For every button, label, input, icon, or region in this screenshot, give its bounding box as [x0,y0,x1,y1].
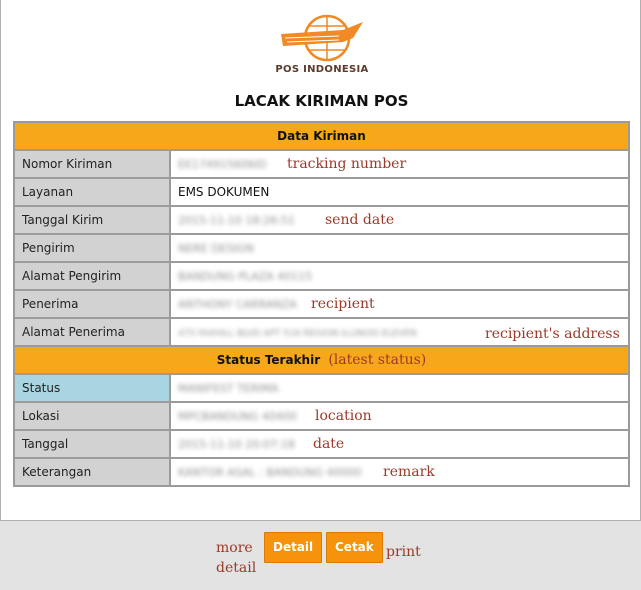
value-cell [170,150,629,178]
cetak-button[interactable]: Cetak [326,532,383,563]
value-cell [170,290,629,318]
label-penerima: Penerima [14,290,170,318]
annotation-more-detail: more detail [216,540,257,576]
logo-text: POS INDONESIA [275,64,369,75]
value-nomor-kiriman: EE174915606ID [178,158,267,171]
label-status: Status [14,374,170,402]
value-lokasi: MPCBANDUNG 40400 [178,410,297,423]
annotation-send-date: send date [325,212,395,228]
row-alamat-penerima [14,318,629,346]
label-pengirim: Pengirim [14,234,170,262]
annotation-recipient: recipient [311,296,375,312]
label-tanggal-kirim: Tanggal Kirim [14,206,170,234]
value-alamat-penerima: 475 FAXHILL BLVD APT 518 REGION ILLINOIS ELEVEN [178,329,417,339]
value-cell [170,262,629,290]
label-keterangan: Keterangan [14,458,170,486]
value-cell [170,234,629,262]
label-tanggal: Tanggal [14,430,170,458]
row-penerima [14,290,629,318]
annotation-date: date [313,436,345,452]
value-layanan: EMS DOKUMEN [170,178,629,206]
value-pengirim: NERE DESIGN [178,242,254,255]
row-alamat-pengirim [14,262,629,290]
row-nomor-kiriman [14,150,629,178]
row-status [14,374,629,402]
annotation-location: location [315,408,372,424]
value-penerima: ANTHONY CARRANZA [178,298,297,311]
tracking-table [13,121,630,487]
value-tanggal-kirim: 2015-11-10 18:26:51 [178,214,295,227]
annotation-remark: remark [383,464,435,480]
value-tanggal: 2015-11-10 20:07:18 [178,438,295,451]
label-lokasi: Lokasi [14,402,170,430]
detail-button[interactable]: Detail [264,532,322,563]
label-alamat-penerima: Alamat Penerima [14,318,170,346]
annotation-print: print [386,544,421,560]
annotation-recipients-address: recipient's address [485,326,620,342]
row-tanggal-kirim [14,206,629,234]
value-alamat-pengirim: BANDUNG PLAZA 40115 [178,270,313,283]
label-layanan: Layanan [14,178,170,206]
value-keterangan: KANTOR ASAL : BANDUNG 40000 [178,466,362,479]
section-header-data-kiriman: Data Kiriman [14,122,629,150]
value-cell [170,206,629,234]
value-cell [170,318,629,346]
row-lokasi [14,402,629,430]
value-cell [170,430,629,458]
value-status: MANIFEST TERIMA [178,382,279,395]
section-header-status-terakhir [14,346,629,374]
page-title: LACAK KIRIMAN POS [234,92,409,110]
annotation-latest-status: (latest status) [328,352,427,368]
row-keterangan [14,458,629,486]
value-cell [170,458,629,486]
annotation-tracking-number: tracking number [287,156,407,172]
row-layanan [14,178,629,206]
label-alamat-pengirim: Alamat Pengirim [14,262,170,290]
row-tanggal [14,430,629,458]
section-title-status-terakhir: Status Terakhir [216,353,321,367]
value-cell [170,374,629,402]
action-bar [0,532,641,582]
value-cell [170,402,629,430]
row-pengirim [14,234,629,262]
label-nomor-kiriman: Nomor Kiriman [14,150,170,178]
